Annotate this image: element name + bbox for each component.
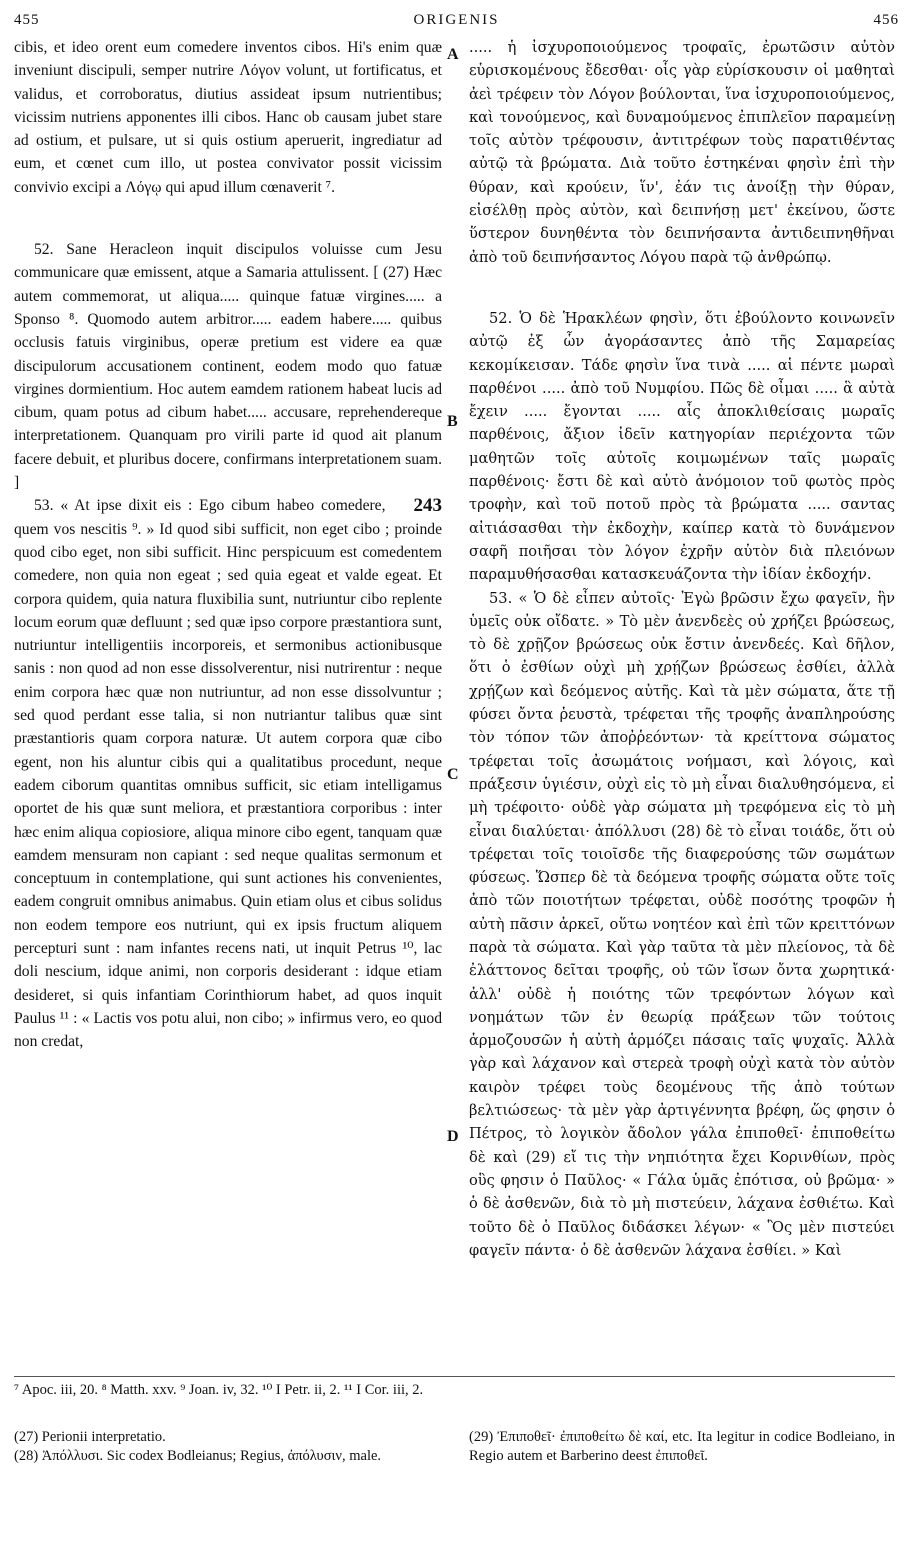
latin-paragraph-51: cibis, et ideo orent eum comedere inventos cibos. Hi's enim quæ inveniunt discipuli, semper nutrire Λόγον volunt, ut fortificatus, et validus, et corroboratus, diutius assideat ipsum nutrientibus; vicissim nutriens apponentes illi cibos. Hanc ob causam jubet stare ad ostium, et pulsare, ut si quis ostium aperuerit, ingrediatur ad eum, et cœnet cum illo, ut postea convivator possit vicissim convivio excipi a Λόγῳ qui apud illum cœnaverit ⁷.	[14, 39, 442, 196]
latin-paragraph-53	[14, 494, 442, 1053]
footnotes-left	[14, 1428, 444, 1466]
running-title: ORIGENIS	[413, 12, 500, 28]
latin-paragraph-53-text: 53. « At ipse dixit eis : Ego cibum habeo comedere, quem vos nescitis ⁹. » Id quod sibi sufficit, non eget cibo ; proinde quod cibo eget, non sibi sufficit. Hinc perspicuum est comedentem comedere, non quia non egeat ; sed quia egeat et valde egeat. Et corpora quidem, quia natura fluxibilia sunt, nutriuntur cibo replente locum eorum quæ defluunt ; sed quæ ipso corpore præstantiora sunt, nutriuntur intelligentiis incorporeis, et sermonibus actionibusque sanis : non quod ad non esse dissolverentur, nisi nutrirentur : neque enim corpora hæc quæ non nutriuntur, ad non esse dissolvuntur ; sed quod perdant esse talia, si non nutriantur talibus quæ sint præstantioris quam corpora naturæ. Ut autem corpora quæ cibo egent, non his aluntur cibis qui a qualitatibus procedunt, neque eadem ciborum quantitas omnibus sufficit, sic etiam intelligamus oportet de his quæ sunt meliora, et præstantiora corporibus : inter hæc enim aliqua copiosiore, aliqua minore cibo egent, tanquam quæ eamdem mensuram non capiant : sed neque qualitas sermonum et conceptuum in contemplatione, qui sunt actiones his convenientes, eadem congruit omnibus animabus. Quin etiam olus et cibus solidus non eodem tempore eos nutriunt, qui ex ipsis fructum aliquem percepturi sunt : nam infantes recens nati, ut inquit Petrus ¹⁰, lac doli nescium, idque animi, non corporis desiderant : idque etiam desideret, si quis infantiam Corinthiorum habet, ad quos inquit Paulus ¹¹ : « Lactis vos potu alui, non cibo; » infirmus vero, eo quod non credat,	[14, 497, 442, 1051]
margin-letter-b: B	[447, 413, 458, 430]
scripture-references: ⁷ Apoc. iii, 20. ⁸ Matth. xxv. ⁹ Joan. iv, 32. ¹⁰ I Petr. ii, 2. ¹¹ I Cor. iii, 2.	[14, 1382, 424, 1398]
latin-paragraph-52: 52. Sane Heracleon inquit discipulos voluisse cum Jesu communicare quæ emissent, atque a Samaria attulissent. [ (27) Hæc autem commemorat, ut aliqua..... quinque fatuæ virgines..... a Sponso ⁸. Quomodo autem arbitror..... eadem habere..... quibus occlusis fatuis virginibus, operæ pretium est videre ea quæ discipulorum accusationem continent, eodem modo quo fatuæ virgines dormientium. Hoc autem eamdem rationem habeat lucis ad cibum, quam potus ad cibum habet..... accusare, reprehendereque interpretationem. Quanquam pro virili parte id quod ait planum facere debuit, et pluribus docere, confirmans interpretationem suam. ]	[14, 241, 442, 492]
greek-column	[469, 36, 895, 1262]
greek-paragraph-51: ..... ἡ ἰσχυροποιούμενος τροφαῖς, ἐρωτῶσιν αὐτὸν εὑρισκομένους ἔδεσθαι· οἷς γὰρ εὑρίσκουσιν οἱ μαθηταὶ ἀεὶ τρέφειν τὸν Λόγον βούλονται, ἵνα ἰσχυροποιούμενος, καὶ τονούμενος, καὶ δυναμούμενος ἐπιπλεῖον παραμείνῃ τοῖς αὐτὸν τρέφουσιν, ἀντιτρέφων τοὺς παρατιθέντας αὐτῷ τὰ βρώματα. Διὰ τοῦτο ἑστηκέναι φησὶν ἐπὶ τὴν θύραν, καὶ κρούειν, ἵν', ἐάν τις ἀνοίξῃ τὴν θύραν, εἰσέλθῃ πρὸς αὐτὸν, καὶ δειπνήσῃ μετ' ἐκείνου, ὥστε ὕστερον δυνηθέντα τὸν δειπνήσαντα ἀντιδειπνηθῆναι ἀπὸ τοῦ δειπνήσαντος Λόγου παρὰ τῷ ἀνθρώπῳ.	[469, 39, 895, 266]
greek-paragraph-53: 53. « Ὁ δὲ εἶπεν αὐτοῖς· Ἐγὼ βρῶσιν ἔχω φαγεῖν, ἣν ὑμεῖς οὐκ οἴδατε. » Τὸ μὲν ἀνενδεὲς οὐ χρήζει βρώσεως, τὸ δὲ χρῇζον βρώσεως οὐκ ἔστιν ἀνενδεές. Καὶ δῆλον, ὅτι ὁ ἐσθίων οὐχὶ μὴ χρῄζων βρώσεως ἐσθίει, ἀλλὰ χρῄζων καὶ δεόμενος αὐτῆς. Καὶ τὰ μὲν σώματα, ἅτε τῇ φύσει ὄντα ῥευστὰ, τρέφεται τῆς τροφῆς ἀναπληρούσης τὸν τόπον τῶν ἀποῤῥεόντων· τὰ κρείττονα σώματος τρέφεται τοῖς ἀσωμάτοις νοήμασι, καὶ λόγοις, καὶ πράξεσιν ὑγιέσιν, οὐχὶ εἰς τὸ μὴ εἶναι διαλυθησόμενα, εἰ μὴ τρέφοιτο· οὐδὲ γὰρ σώματα μὴ τρεφόμενα εἰς τὸ μὴ εἶναι διαλύεται· ἀπόλλυσι (28) δὲ τὸ εἶναι τοιάδε, ὅτι οὐ τρέφεται τοῖς τοιοῖσδε τῆς διαφερούσης τῶν σωμάτων φύσεως. Ὥσπερ δὲ τὰ δεόμενα τροφῆς σώματα οὔτε τοῖς ἀπὸ τῶν ποιοτήτων τρέφεται, οὐδὲ ποσότης τροφῶν ἡ αὐτὴ πᾶσιν ἀρκεῖ, οὕτω νοητέον καὶ ἐπὶ τῶν κρειττόνων παρὰ τὰ σώματα. Καὶ γὰρ ταῦτα τὰ μὲν πλείονος, τὰ δὲ ἐλάττονος δεῖται τροφῆς, οὐ τῶν ἴσων ὄντα χωρητικά· ἀλλ' οὐδὲ ἡ ποιότης τῶν τρεφόντων λόγων καὶ νοημάτων τῶν ἐν θεωρίᾳ πράξεων τῶν τούτοις ἁρμοζουσῶν ἡ αὐτὴ ἁρμόζει πάσαις ταῖς ψυχαῖς. Ἀλλὰ γὰρ καὶ λάχανον καὶ στερεὰ τροφὴ οὐχὶ κατὰ τὸν αὐτὸν καιρὸν τρέφει τοὺς δεομένους τῆς ἀπὸ τούτων βελτιώσεως· τὰ μὲν γὰρ ἀρτιγέννητα βρέφη, ὥς φησιν ὁ Πέτρος, τὸ λογικὸν ἄδολον γάλα ἐπιποθεῖ· ἐπιποθείτω δὲ καὶ (29) εἴ τις τὴν νηπιότητα ἔχει Κορινθίων, πρὸς οὓς φησιν ὁ Παῦλος· « Γάλα ὑμᾶς ἐπότισα, οὐ βρῶμα· » ὁ δὲ ἀσθενῶν, διὰ τὸ μὴ πιστεύειν, λάχανα ἐσθιέτω. Καὶ τοῦτο δὲ ὁ Παῦλος διδάσκει λέγων· « Ὃς μὲν πιστεύει φαγεῖν πάντα· ὁ δὲ ἀσθενῶν λάχανα ἐσθίει. » Καὶ	[469, 589, 895, 1259]
greek-paragraph-52: 52. Ὁ δὲ Ἡρακλέων φησὶν, ὅτι ἐβούλοντο κοινωνεῖν αὐτῷ ἐξ ὧν ἀγοράσαντες ἀπὸ τῆς Σαμαρείας κεκομίκεισαν. Τάδε φησὶν ἵνα τινὰ ..... αἱ πέντε μωραὶ παρθένοι ..... ἀπὸ τοῦ Νυμφίου. Πῶς δὲ οἶμαι ..... ἃ αὐτὰ ἔχειν ..... ἔγονται ..... αἷς ἀποκλιθείσαις μωραῖς παρθένοις, ἄξιον ἰδεῖν κατηγορίαν περιέχοντα τῶν μαθητῶν τοῖς αὐτοῖς κοιμωμένων ταῖς μωραῖς παρθένοις· ἔστι δὲ καὶ αὐτὸ ἀνόμοιον τοῦ φωτὸς πρὸς τροφὴν, καὶ τοῦ ποτοῦ πρὸς τὰ βρώματα ..... σαντας αἰτιάσασθαι τὴν ἐκδοχὴν, καίπερ κατὰ τὸ δυνάμενον σαφῆ ποιῆσαι τὸν λόγον ἐχρῆν αὐτὸν διὰ πλειόνων παραμυθήσασθαι κατασκευάζοντα τὴν ἰδίαν ἐκδοχήν.	[469, 309, 895, 584]
running-header	[14, 12, 899, 36]
footnotes-right	[469, 1428, 895, 1466]
margin-letter-c: C	[447, 766, 459, 783]
latin-column	[14, 36, 442, 1053]
column-number: 243	[413, 495, 442, 517]
footnote-27: (27) Perionii interpretatio.	[14, 1429, 166, 1445]
margin-letter-a: A	[447, 46, 459, 63]
footnote-28: (28) Ἀπόλλυσι. Sic codex Bodleianus; Regius, ἀπόλυσιν, male.	[14, 1448, 382, 1464]
page-number-left: 455	[14, 12, 40, 28]
margin-letter-d: D	[447, 1128, 459, 1145]
footnote-rule	[14, 1376, 895, 1377]
page-number-right: 456	[873, 12, 899, 28]
footnote-29: (29) Ἐπιποθεῖ· ἐπιποθείτω δὲ καί, etc. Ita legitur in codice Bodleiano, in Regio autem et Barberino deest ἐπιποθεῖ.	[469, 1429, 895, 1464]
